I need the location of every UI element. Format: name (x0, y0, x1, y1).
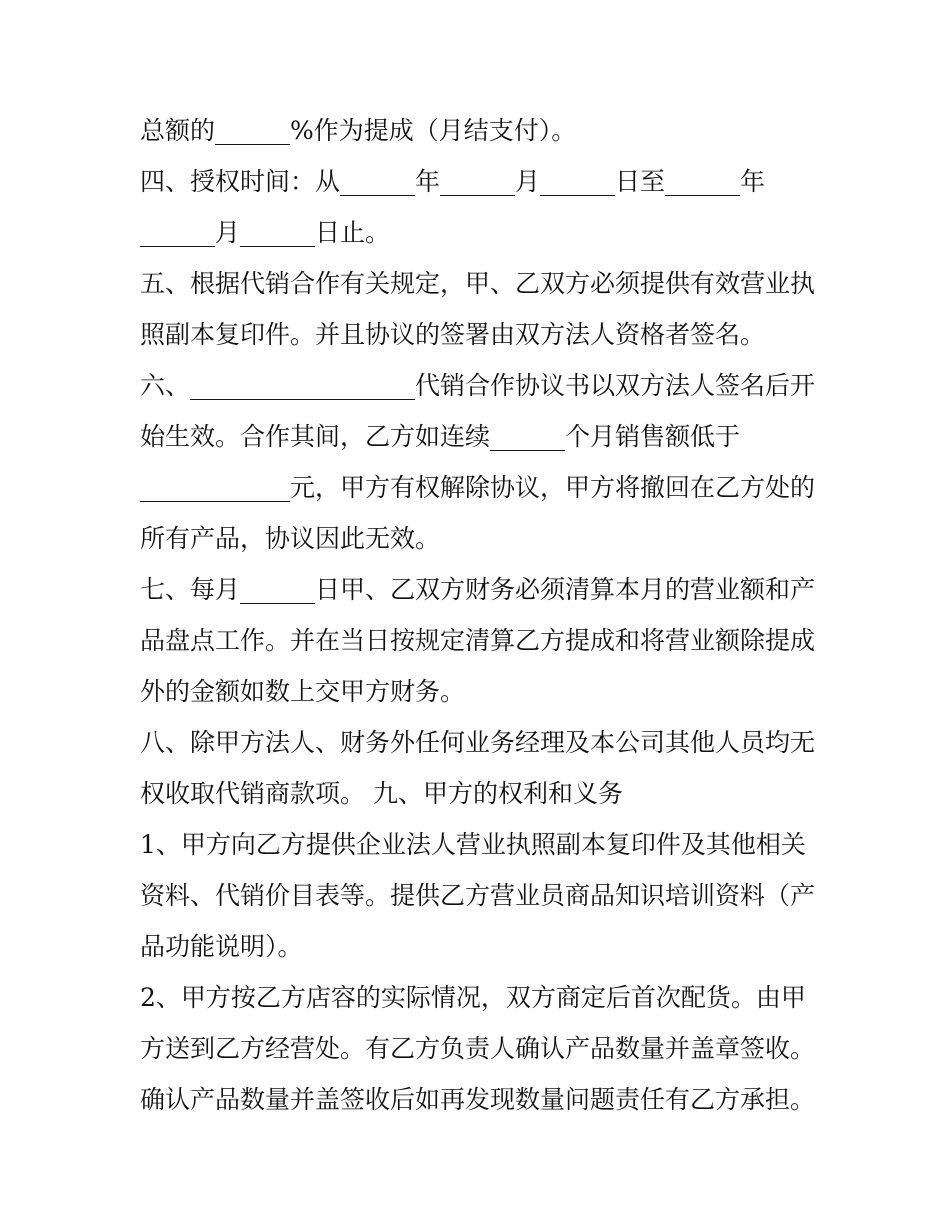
text-line: 四、授权时间：从______年______月______日至______年 (140, 167, 766, 196)
text-line: 方送到乙方经营处。有乙方负责人确认产品数量并盖章签收。 (140, 1034, 816, 1063)
document-body (140, 105, 820, 1125)
text-line: 外的金额如数上交甲方财务。 (140, 677, 466, 706)
text-line: 总额的______%作为提成（月结支付）。 (140, 116, 577, 145)
text-line: 始生效。合作其间，乙方如连续______个月销售额低于 (140, 422, 741, 451)
text-line: 八、除甲方法人、财务外任何业务经理及本公司其他人员均无 (140, 728, 816, 757)
text-line: 所有产品，协议因此无效。 (140, 524, 441, 553)
text-line: 七、每月______日甲、乙双方财务必须清算本月的营业额和产 (140, 575, 816, 604)
text-line: 1、甲方向乙方提供企业法人营业执照副本复印件及其他相关 (140, 830, 806, 859)
text-line: 五、根据代销合作有关规定，甲、乙双方必须提供有效营业执 (140, 269, 816, 298)
text-line: 资料、代销价目表等。提供乙方营业员商品知识培训资料（产 (140, 881, 816, 910)
text-line: 品功能说明）。 (140, 932, 303, 961)
text-line: 2、甲方按乙方店容的实际情况，双方商定后首次配货。由甲 (140, 983, 806, 1012)
text-line: 照副本复印件。并且协议的签署由双方法人资格者签名。 (140, 320, 766, 349)
text-line: 权收取代销商款项。 九、甲方的权利和义务 (140, 779, 623, 808)
text-line: 品盘点工作。并在当日按规定清算乙方提成和将营业额除提成 (140, 626, 816, 655)
text-line: 六、__________________代销合作协议书以双方法人签名后开 (140, 371, 816, 400)
text-line: ______月______日止。 (140, 218, 391, 247)
text-line: 确认产品数量并盖签收后如再发现数量问题责任有乙方承担。 (140, 1085, 816, 1114)
text-line: ____________元，甲方有权解除协议，甲方将撤回在乙方处的 (140, 473, 816, 502)
